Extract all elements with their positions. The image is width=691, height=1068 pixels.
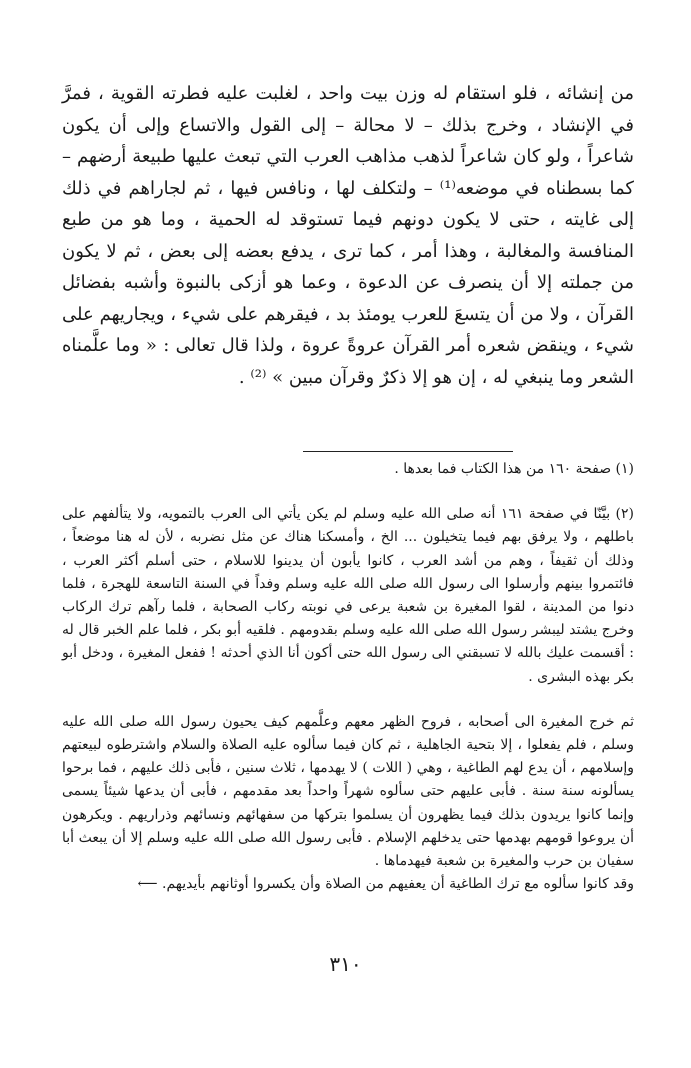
footnote-2-continuation: ثم خرج المغيرة الى أصحابه ، فروح الظهر معهم وعلَّمهم كيف يحيون رسول الله صلى الله عليه وسلم ، فلم يفعلوا ، إلا بتحية الجاهلية ، ثم كان فيما سألوه عليه الصلاة والسلام واشترطوه لبيعتهم وإسلامهم ، أن يدع لهم الطاغية ، وهي ( اللات ) لا يهدمها ، ثلاث سنين ، فأبى ذلك عليهم ، فما برحوا يسألونه سنة سنة . فأبى عليهم حتى سألوه شهراً واحداً بعد مقدمهم ، فأبى أن يدعها شيئاً يسمى وإنما كانوا يريدون بذلك فيما يظهرون أن يسلموا بتركها من سفهائهم ونسائهم وذراريهم . ويكرهون أن يروعوا قومهم بهدمها حتى يدخلهم الإسلام . فأبى رسول الله صلى الله عليه وسلم إلا أن يبعث أبا سفيان بن حرب والمغيرة بن شعبة فيهدماها . xyxy=(62,713,634,870)
footnote-2: (٢) بيَّنّا في صفحة ١٦١ أنه صلى الله عليه وسلم لم يكن يأتي الى العرب بالتمويه، ولا يتألفهم على باطلهم ، ولا يرفق بهم فيما يتخيلون ... الخ ، وأمسكنا هناك عن مثل نضربه ، لأن له هنا موضعاً ، وذلك أن ثقيفاً ، وهم من أشد العرب ، كانوا يأبون أن يدينوا للاسلام ، حتى أسلم أكثر العرب ، فائتمروا بينهم وأرسلوا الى رسول الله صلى الله عليه وسلم وفداً في السنة التاسعة للهجرة ، فلما دنوا من المدينة ، لقوا المغيرة بن شعبة يرعى في نوبته ركاب الصحابة ، فلما رآهم ترك الركاب وخرج يشتد ليبشر رسول الله صلى الله عليه وسلم بقدومهم . فلقيه أبو بكر ، فلما علم الخبر قال له : أقسمت عليك بالله لا تسبقني الى رسول الله حتى أكون أنا الذي أحدثه ! ففعل المغيرة ، ودخل أبو بكر بهذه البشرى . xyxy=(62,506,634,685)
footnote-2-continued-note: وقد كانوا سألوه مع ترك الطاغية أن يعفيهم من الصلاة وأن يكسروا أوثانهم بأيديهم. ⟵ xyxy=(137,876,634,893)
footnote-separator xyxy=(303,451,513,452)
page-number: ٣١٠ xyxy=(329,952,362,976)
footnote-1: (١) صفحة ١٦٠ من هذا الكتاب فما بعدها . xyxy=(394,461,634,477)
footnotes-block xyxy=(62,458,634,896)
main-paragraph: من إنشائه ، فلو استقام له وزن بيت واحد ، لغلبت عليه فطرته القوية ، فمرَّ في الإنشاد ، وخرج بذلك – لا محالة – إلى القول والاتساع وإلى أن يكون شاعراً ، ولو كان شاعراً لذهب مذاهب العرب التي تبعث عليها طبيعة أرضهم – كما بسطناه في موضعه⁽¹⁾ – ولتكلف لها ، ونافس فيها ، ثم لجاراهم في ذلك إلى غايته ، حتى لا يكون دونهم فيما تستوقد له الحمية ، وما هو من طبع المنافسة والمغالبة ، وهذا أمر ، كما ترى ، يدفع بعضه إلى بعض ، ثم لا يكون من جملته إلا أن ينصرف عن الدعوة ، وعما هو أزكى بالنبوة وأشبه بفضائل القرآن ، ولا من أن يتسعَ للعرب يومئذ بد ، فيقرهم على شيء ، ويجاريهم على شيء ، وينقض شعره أمر القرآن عروةً عروة ، ولذا قال تعالى : « وما علَّمناه الشعر وما ينبغي له ، إن هو إلا ذكرٌ وقرآن مبين » ⁽²⁾ . xyxy=(62,83,634,388)
main-text-block xyxy=(62,78,634,393)
